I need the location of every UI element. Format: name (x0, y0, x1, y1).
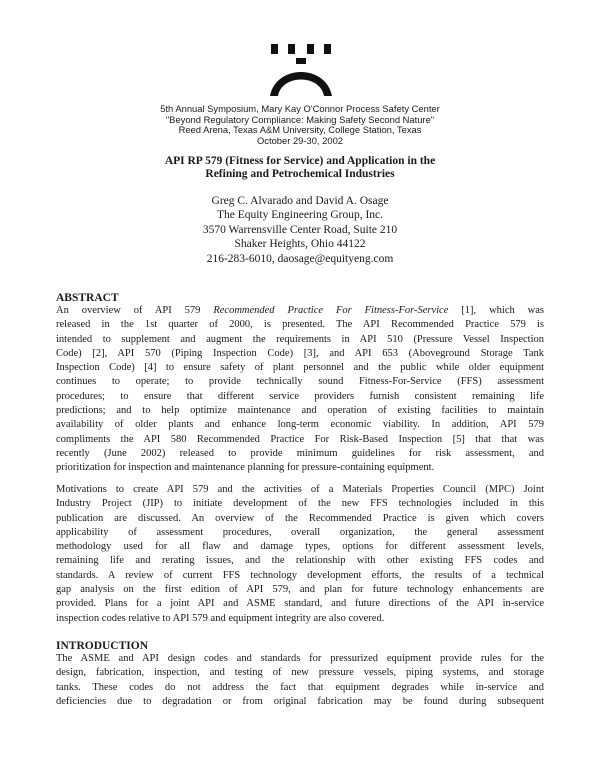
abstract-line: recently (June 2002) released to provide minimum guidelines for risk assessment, and (56, 447, 544, 459)
abstract-line: standards. A review of current FFS technology development efforts, the results of a technical (56, 569, 544, 581)
symposium-header (60, 104, 540, 146)
symposium-line-3: Reed Arena, Texas A&M University, College Station, Texas (178, 124, 422, 136)
abstract-line: Motivations to create API 579 and the activities of a Materials Properties Council (MPC) Joint (56, 484, 544, 495)
introduction-line: tanks. These codes do not address the fact that equipment degrades while in-service and (56, 681, 544, 693)
abstract-heading: ABSTRACT (56, 292, 119, 304)
introduction-heading: INTRODUCTION (56, 640, 149, 652)
title-line-2: Refining and Petrochemical Industries (205, 168, 395, 180)
abstract-line: prioritization for inspection and maintenance planning for pressure-containing equipment. (56, 462, 435, 474)
abstract-line: methodology used for all flaw and damage types, options for different assessment levels, (56, 541, 544, 553)
introduction-paragraph (56, 652, 544, 709)
introduction-line: design, fabrication, inspection, and testing of new pressure vessels, piping systems, and storage (56, 667, 544, 679)
abstract-line: released in the 1st quarter of 2000, is presented. The API Recommended Practice 579 is (56, 319, 544, 331)
abstract-line: provided. Plans for a joint API and ASME standard, and future directions of the API in-service (56, 598, 544, 610)
author-contact: 216-283-6010, daosage@equityeng.com (206, 252, 394, 265)
abstract-line: predictions; and to help optimize maintenance and operation of existing facilities to maintain (56, 405, 544, 417)
abstract-line: Industry Project (JIP) to initiate development of the new FFS technologies included in this (56, 498, 544, 510)
abstract-line: procedures; to ensure that different service providers furnish consistent remaining life (56, 390, 544, 402)
symposium-line-1: 5th Annual Symposium, Mary Kay O'Connor Process Safety Center (160, 103, 440, 114)
title-line-1: API RP 579 (Fitness for Service) and Application in the (164, 155, 436, 167)
symposium-logo (268, 42, 334, 98)
abstract-paragraph-2 (56, 483, 544, 626)
author-address-2: Shaker Heights, Ohio 44122 (234, 238, 366, 251)
author-organization: The Equity Engineering Group, Inc. (216, 209, 384, 222)
abstract-line: inspection codes relative to API 579 and equipment integrity are also covered. (56, 612, 385, 624)
symposium-line-2: "Beyond Regulatory Compliance: Making Safety Second Nature" (165, 113, 435, 125)
abstract-paragraph-1 (56, 304, 544, 476)
abstract-line: gap analysis on the first edition of API 579, and plan for future technology enhancements are (56, 584, 544, 596)
abstract-line: remaining life and rerating issues, and the relationship with other existing FFS codes and (56, 555, 544, 567)
author-block (100, 194, 500, 266)
author-address-1: 3570 Warrensville Center Road, Suite 210 (202, 223, 398, 236)
abstract-line: Code) [2], API 570 (Piping Inspection Code) [3], and API 653 (Aboveground Storage Tank (56, 347, 544, 359)
abstract-line: publication are discussed. An overview of the Recommended Practice is given which covers (56, 512, 544, 524)
author-names: Greg C. Alvarado and David A. Osage (211, 195, 389, 207)
paper-title (70, 155, 530, 181)
abstract-line: applicability of assessment procedures, overall organization, the general assessment (56, 526, 544, 538)
abstract-line: availability of older plants and enhance long-term economic viability. In addition, API 579 (56, 419, 544, 431)
symposium-line-4: October 29-30, 2002 (257, 134, 343, 146)
introduction-line: deficiencies due to degradation or from original fabrication may be found during subsequent (56, 695, 544, 707)
abstract-line: continues to operate; to provide technically sound Fitness-For-Service (FFS) assessment (56, 376, 544, 388)
abstract-line: compliments the API 580 Recommended Practice For Risk-Based Inspection [5] that that was (56, 433, 544, 445)
abstract-line: Inspection Code) [4] to ensure safety of plant personnel and the public while older equipment (56, 362, 544, 374)
abstract-line: An overview of API 579 Recommended Practice For Fitness-For-Service [1], which was (56, 305, 544, 316)
introduction-line: The ASME and API design codes and standards for pressurized equipment provide rules for the (56, 653, 544, 664)
abstract-line: intended to supplement and augment the requirements in API 510 (Pressure Vessel Inspection (56, 333, 544, 345)
